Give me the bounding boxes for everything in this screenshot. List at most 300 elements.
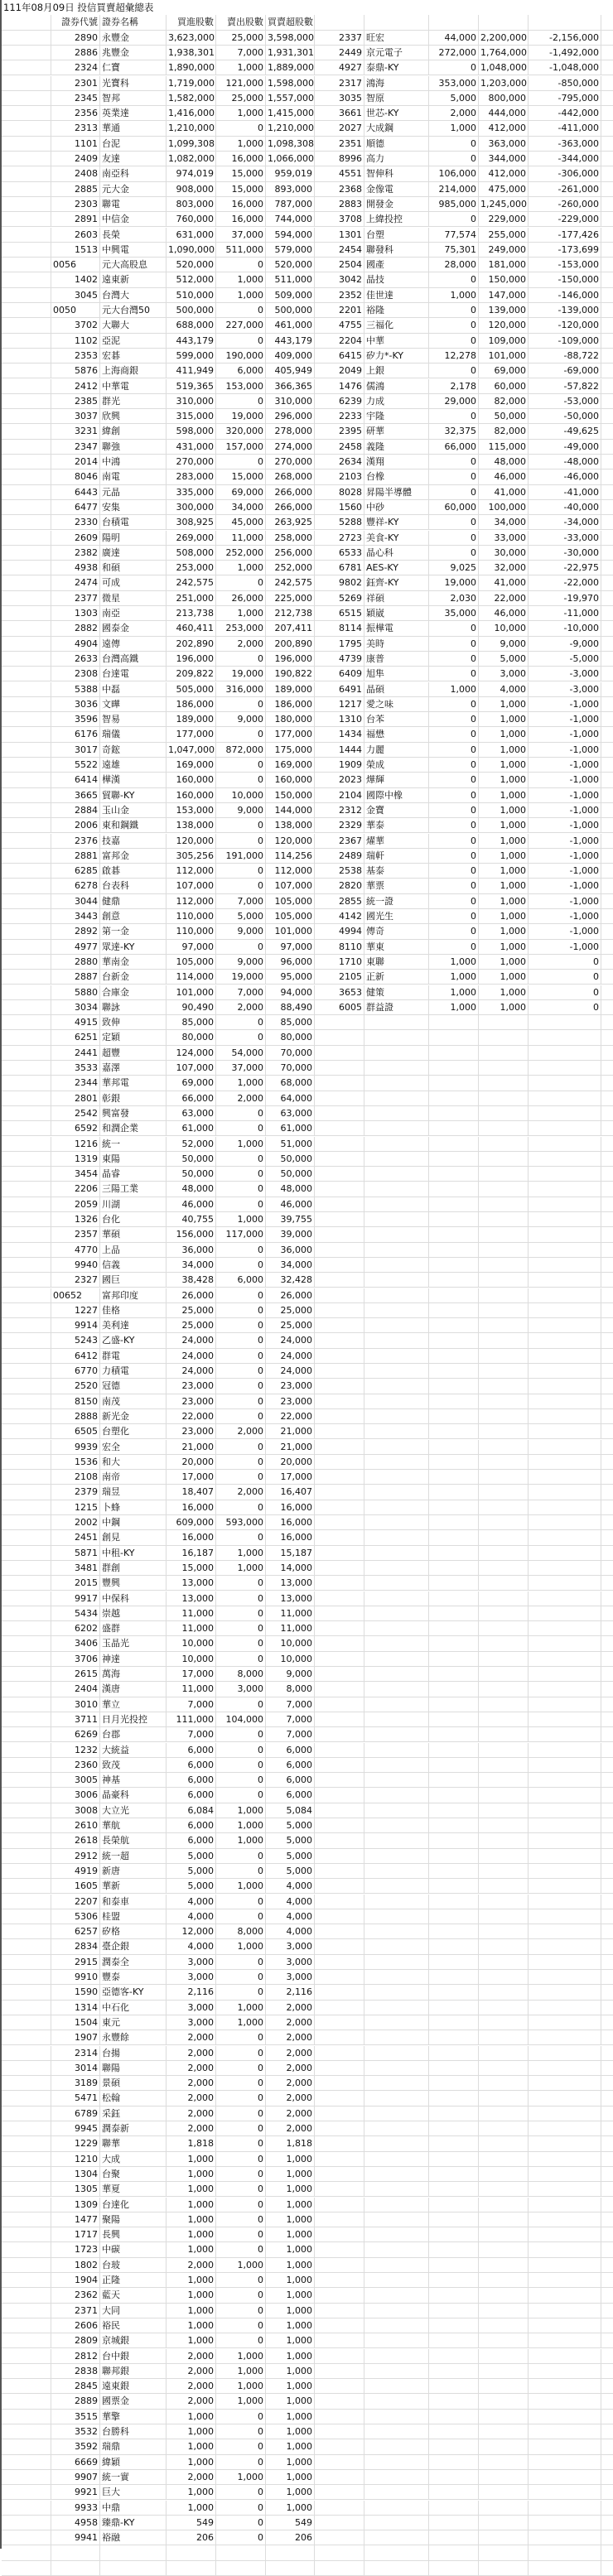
buy-shares-cell[interactable]: 549: [167, 2516, 216, 2530]
buy-name-cell[interactable]: 友達: [100, 152, 167, 166]
sell-side-sell-shares-cell[interactable]: 22,000: [479, 591, 529, 606]
empty-cell[interactable]: [315, 1137, 364, 1152]
empty-cell[interactable]: [429, 1137, 479, 1152]
empty-cell[interactable]: [601, 1091, 613, 1106]
sell-side-sell-shares-cell[interactable]: 1,000: [479, 879, 529, 893]
sell-shares-cell[interactable]: 2,000: [216, 1000, 266, 1015]
empty-cell[interactable]: [315, 2030, 364, 2045]
sell-side-buy-shares-cell[interactable]: 0: [429, 621, 479, 636]
buy-shares-cell[interactable]: 6,000: [167, 1833, 216, 1848]
empty-cell[interactable]: [315, 1379, 364, 1394]
empty-cell[interactable]: [529, 2455, 601, 2470]
empty-cell[interactable]: [315, 2076, 364, 2091]
buy-code-cell[interactable]: 6176: [51, 727, 100, 742]
buy-code-cell[interactable]: 2809: [51, 2333, 100, 2348]
empty-cell[interactable]: [601, 1500, 613, 1515]
empty-cell[interactable]: [429, 1682, 479, 1697]
sell-side-net-shares-cell[interactable]: 0: [529, 970, 601, 985]
net-shares-cell[interactable]: 1,210,000: [266, 121, 315, 136]
empty-cell[interactable]: [364, 1455, 429, 1470]
buy-name-cell[interactable]: 大立光: [100, 1803, 167, 1818]
buy-shares-cell[interactable]: 26,000: [167, 1288, 216, 1303]
sell-side-name-cell[interactable]: 華東: [364, 940, 429, 955]
empty-cell[interactable]: [429, 1758, 479, 1773]
empty-cell[interactable]: [529, 1364, 601, 1379]
empty-cell[interactable]: [315, 2242, 364, 2257]
row-header-cell[interactable]: [2, 849, 51, 864]
buy-shares-cell[interactable]: 11,000: [167, 1682, 216, 1697]
net-shares-cell[interactable]: 579,000: [266, 243, 315, 258]
empty-cell[interactable]: [601, 243, 613, 258]
buy-code-cell[interactable]: 2633: [51, 652, 100, 667]
buy-code-cell[interactable]: 6257: [51, 1924, 100, 1939]
empty-cell[interactable]: [479, 2258, 529, 2273]
sell-side-buy-shares-cell[interactable]: 5,000: [429, 91, 479, 106]
empty-cell[interactable]: [315, 1364, 364, 1379]
empty-cell[interactable]: [529, 2227, 601, 2242]
empty-cell[interactable]: [100, 2561, 167, 2576]
empty-cell[interactable]: [364, 1667, 429, 1682]
empty-cell[interactable]: [167, 2545, 216, 2560]
sell-side-code-cell[interactable]: 1476: [315, 379, 364, 394]
buy-shares-cell[interactable]: 598,000: [167, 424, 216, 439]
buy-name-cell[interactable]: 彰銀: [100, 1091, 167, 1106]
buy-shares-cell[interactable]: 85,000: [167, 1015, 216, 1030]
empty-cell[interactable]: [601, 288, 613, 303]
empty-cell[interactable]: [364, 2349, 429, 2364]
buy-shares-cell[interactable]: 80,000: [167, 1030, 216, 1045]
row-header-cell[interactable]: [2, 1167, 51, 1182]
net-shares-cell[interactable]: 1,000: [266, 2364, 315, 2379]
buy-code-cell[interactable]: 1232: [51, 1743, 100, 1758]
buy-name-cell[interactable]: 萬海: [100, 1667, 167, 1682]
net-shares-cell[interactable]: 2,000: [266, 2001, 315, 2015]
buy-shares-cell[interactable]: 1,000: [167, 2439, 216, 2454]
empty-cell[interactable]: [601, 394, 613, 409]
sell-side-net-shares-cell[interactable]: -11,000: [529, 606, 601, 621]
buy-code-cell[interactable]: 9907: [51, 2470, 100, 2485]
empty-cell[interactable]: [364, 1258, 429, 1273]
buy-shares-cell[interactable]: 13,000: [167, 1591, 216, 1606]
buy-name-cell[interactable]: 臻鼎-KY: [100, 2516, 167, 2530]
buy-shares-cell[interactable]: 18,407: [167, 1485, 216, 1500]
sell-shares-cell[interactable]: 0: [216, 1773, 266, 1788]
empty-cell[interactable]: [364, 1636, 429, 1651]
empty-cell[interactable]: [315, 1485, 364, 1500]
sell-side-code-cell[interactable]: 2329: [315, 818, 364, 833]
sell-side-name-cell[interactable]: 力麗: [364, 743, 429, 758]
empty-cell[interactable]: [601, 2530, 613, 2545]
empty-cell[interactable]: [429, 2318, 479, 2333]
buy-code-cell[interactable]: 1303: [51, 606, 100, 621]
sell-side-name-cell[interactable]: 義隆: [364, 440, 429, 455]
empty-cell[interactable]: [479, 2136, 529, 2151]
row-header-cell[interactable]: [2, 909, 51, 924]
empty-cell[interactable]: [315, 1409, 364, 1424]
buy-code-cell[interactable]: 3515: [51, 2410, 100, 2424]
row-header-cell[interactable]: [2, 121, 51, 136]
net-shares-cell[interactable]: 7,000: [266, 1697, 315, 1712]
empty-cell[interactable]: [601, 2227, 613, 2242]
empty-cell[interactable]: [429, 1818, 479, 1833]
sell-shares-cell[interactable]: 1,000: [216, 2001, 266, 2015]
empty-cell[interactable]: [601, 1243, 613, 1258]
empty-cell[interactable]: [479, 1273, 529, 1288]
empty-cell[interactable]: [479, 1682, 529, 1697]
sell-shares-cell[interactable]: 0: [216, 2121, 266, 2136]
row-header-cell[interactable]: [2, 152, 51, 166]
sell-side-name-cell[interactable]: AES-KY: [364, 561, 429, 575]
buy-name-cell[interactable]: 聯詠: [100, 1000, 167, 1015]
row-header-cell[interactable]: [2, 2364, 51, 2379]
sell-side-sell-shares-cell[interactable]: 150,000: [479, 272, 529, 287]
buy-code-cell[interactable]: 2912: [51, 1849, 100, 1864]
empty-cell[interactable]: [479, 1939, 529, 1954]
empty-cell[interactable]: [601, 15, 613, 30]
empty-cell[interactable]: [315, 2198, 364, 2212]
sell-side-sell-shares-cell[interactable]: 3,000: [479, 667, 529, 681]
buy-shares-cell[interactable]: 110,000: [167, 924, 216, 939]
net-shares-cell[interactable]: 200,890: [266, 637, 315, 652]
sell-shares-cell[interactable]: 0: [216, 2030, 266, 2045]
sell-shares-cell[interactable]: 10,000: [216, 788, 266, 803]
empty-cell[interactable]: [601, 424, 613, 439]
empty-cell[interactable]: [479, 2046, 529, 2061]
sell-shares-cell[interactable]: 26,000: [216, 591, 266, 606]
sell-shares-cell[interactable]: 25,000: [216, 31, 266, 46]
sell-shares-cell[interactable]: 1,000: [216, 2258, 266, 2273]
buy-name-cell[interactable]: 台泥: [100, 137, 167, 152]
buy-shares-cell[interactable]: 17,000: [167, 1667, 216, 1682]
sell-side-name-cell[interactable]: 上緯投控: [364, 212, 429, 227]
empty-cell[interactable]: [315, 1455, 364, 1470]
net-shares-cell[interactable]: 296,000: [266, 409, 315, 424]
net-shares-cell[interactable]: 105,000: [266, 894, 315, 909]
empty-cell[interactable]: [601, 834, 613, 849]
buy-shares-cell[interactable]: 50,000: [167, 1167, 216, 1182]
empty-cell[interactable]: [601, 879, 613, 893]
empty-cell[interactable]: [429, 2455, 479, 2470]
sell-shares-cell[interactable]: 0: [216, 1182, 266, 1197]
empty-cell[interactable]: [315, 1121, 364, 1136]
empty-cell[interactable]: [601, 2545, 613, 2560]
sell-side-name-cell[interactable]: 順德: [364, 137, 429, 152]
empty-cell[interactable]: [364, 1985, 429, 2000]
sell-side-name-cell[interactable]: 台苯: [364, 712, 429, 727]
sell-side-net-shares-cell[interactable]: -3,000: [529, 682, 601, 697]
buy-name-cell[interactable]: 台灣高鐵: [100, 652, 167, 667]
buy-code-cell[interactable]: 2812: [51, 2349, 100, 2364]
buy-name-cell[interactable]: 台中銀: [100, 2349, 167, 2364]
row-header-cell[interactable]: [2, 1409, 51, 1424]
net-shares-cell[interactable]: 594,000: [266, 228, 315, 243]
sell-side-code-cell[interactable]: 4927: [315, 60, 364, 75]
empty-cell[interactable]: [529, 1288, 601, 1303]
empty-cell[interactable]: [479, 2410, 529, 2424]
empty-cell[interactable]: [364, 1243, 429, 1258]
empty-cell[interactable]: [601, 2001, 613, 2015]
sell-shares-cell[interactable]: 9,000: [216, 712, 266, 727]
empty-cell[interactable]: [364, 1712, 429, 1727]
net-shares-cell[interactable]: 68,000: [266, 1076, 315, 1091]
row-header-cell[interactable]: [2, 409, 51, 424]
empty-cell[interactable]: [429, 1167, 479, 1182]
empty-cell[interactable]: [601, 2273, 613, 2288]
buy-shares-cell[interactable]: 3,000: [167, 2001, 216, 2015]
sell-shares-cell[interactable]: 0: [216, 1364, 266, 1379]
empty-cell[interactable]: [315, 1727, 364, 1742]
net-shares-cell[interactable]: 500,000: [266, 303, 315, 318]
sell-side-buy-shares-cell[interactable]: 0: [429, 909, 479, 924]
net-shares-cell[interactable]: 274,000: [266, 440, 315, 455]
empty-cell[interactable]: [601, 985, 613, 1000]
row-header-cell[interactable]: [2, 2030, 51, 2045]
buy-name-cell[interactable]: 臺企銀: [100, 1939, 167, 1954]
sell-side-buy-shares-cell[interactable]: 0: [429, 788, 479, 803]
sell-side-name-cell[interactable]: 基泰: [364, 864, 429, 879]
row-header-cell[interactable]: [2, 1227, 51, 1242]
buy-code-cell[interactable]: 5471: [51, 2091, 100, 2106]
empty-cell[interactable]: [479, 2288, 529, 2303]
empty-cell[interactable]: [479, 1424, 529, 1439]
buy-shares-cell[interactable]: 2,000: [167, 2121, 216, 2136]
empty-cell[interactable]: [429, 1182, 479, 1197]
empty-cell[interactable]: [429, 1440, 479, 1455]
row-header-cell[interactable]: [2, 2304, 51, 2318]
row-header-cell[interactable]: [2, 258, 51, 272]
sell-side-sell-shares-cell[interactable]: 1,000: [479, 773, 529, 787]
buy-name-cell[interactable]: 乙盛-KY: [100, 1333, 167, 1348]
sell-shares-cell[interactable]: 0: [216, 864, 266, 879]
empty-cell[interactable]: [429, 2136, 479, 2151]
buy-code-cell[interactable]: 2301: [51, 76, 100, 91]
empty-cell[interactable]: [364, 1288, 429, 1303]
sell-side-net-shares-cell[interactable]: -3,000: [529, 667, 601, 681]
sell-shares-cell[interactable]: 252,000: [216, 546, 266, 561]
empty-cell[interactable]: [479, 1258, 529, 1273]
row-header-cell[interactable]: [2, 46, 51, 60]
buy-name-cell[interactable]: 南茂: [100, 1394, 167, 1409]
sell-shares-cell[interactable]: 5,000: [216, 909, 266, 924]
sell-side-code-cell[interactable]: 2233: [315, 409, 364, 424]
empty-cell[interactable]: [529, 2439, 601, 2454]
empty-cell[interactable]: [601, 152, 613, 166]
buy-name-cell[interactable]: 和泰車: [100, 1895, 167, 1909]
buy-shares-cell[interactable]: 189,000: [167, 712, 216, 727]
empty-cell[interactable]: [429, 1273, 479, 1288]
buy-name-cell[interactable]: 盛群: [100, 1621, 167, 1636]
sell-shares-cell[interactable]: 191,000: [216, 849, 266, 864]
empty-cell[interactable]: [315, 1061, 364, 1076]
empty-cell[interactable]: [479, 2439, 529, 2454]
sell-side-buy-shares-cell[interactable]: 0: [429, 712, 479, 727]
buy-name-cell[interactable]: 南亞科: [100, 166, 167, 181]
buy-code-cell[interactable]: 2015: [51, 1576, 100, 1591]
net-shares-cell[interactable]: 70,000: [266, 1046, 315, 1061]
sell-shares-cell[interactable]: 6,000: [216, 364, 266, 378]
sell-side-name-cell[interactable]: 台塑: [364, 228, 429, 243]
buy-code-cell[interactable]: 5434: [51, 1606, 100, 1621]
sell-side-code-cell[interactable]: 2454: [315, 243, 364, 258]
row-header-cell[interactable]: [2, 1288, 51, 1303]
empty-cell[interactable]: [315, 1895, 364, 1909]
empty-cell[interactable]: [529, 1515, 601, 1530]
buy-shares-cell[interactable]: 2,000: [167, 2076, 216, 2091]
sell-shares-cell[interactable]: 0: [216, 2136, 266, 2151]
net-shares-cell[interactable]: 177,000: [266, 727, 315, 742]
buy-name-cell[interactable]: 欣興: [100, 409, 167, 424]
row-header-cell[interactable]: [2, 1591, 51, 1606]
empty-cell[interactable]: [529, 1015, 601, 1030]
buy-name-cell[interactable]: 神達: [100, 1652, 167, 1667]
sell-shares-cell[interactable]: 121,000: [216, 76, 266, 91]
empty-cell[interactable]: [601, 849, 613, 864]
empty-cell[interactable]: [601, 2198, 613, 2212]
buy-name-cell[interactable]: 華航: [100, 1818, 167, 1833]
sell-side-net-shares-cell[interactable]: -1,000: [529, 727, 601, 742]
buy-code-cell[interactable]: 2915: [51, 1955, 100, 1970]
sell-shares-cell[interactable]: 0: [216, 1333, 266, 1348]
buy-name-cell[interactable]: 安集: [100, 500, 167, 515]
empty-cell[interactable]: [479, 1364, 529, 1379]
net-shares-cell[interactable]: 24,000: [266, 1349, 315, 1364]
empty-cell[interactable]: [529, 1409, 601, 1424]
sell-side-code-cell[interactable]: 4755: [315, 318, 364, 333]
empty-cell[interactable]: [601, 2076, 613, 2091]
empty-cell[interactable]: [429, 1591, 479, 1606]
empty-cell[interactable]: [429, 1636, 479, 1651]
empty-cell[interactable]: [529, 2394, 601, 2409]
sell-side-code-cell[interactable]: 2351: [315, 137, 364, 152]
row-header-cell[interactable]: [2, 182, 51, 197]
sell-side-buy-shares-cell[interactable]: 214,000: [429, 182, 479, 197]
empty-cell[interactable]: [315, 1788, 364, 1803]
sell-side-buy-shares-cell[interactable]: 1,000: [429, 682, 479, 697]
empty-cell[interactable]: [479, 1243, 529, 1258]
sell-side-buy-shares-cell[interactable]: 0: [429, 137, 479, 152]
buy-code-cell[interactable]: 9945: [51, 2121, 100, 2136]
buy-shares-cell[interactable]: 25,000: [167, 1303, 216, 1318]
net-shares-cell[interactable]: 1,000: [266, 2304, 315, 2318]
sell-side-code-cell[interactable]: 2634: [315, 455, 364, 469]
empty-cell[interactable]: [364, 2198, 429, 2212]
sell-side-sell-shares-cell[interactable]: 120,000: [479, 318, 529, 333]
row-header-cell[interactable]: [2, 2439, 51, 2454]
empty-cell[interactable]: [601, 788, 613, 803]
sell-side-sell-shares-cell[interactable]: 9,000: [479, 637, 529, 652]
sell-side-net-shares-cell[interactable]: -1,000: [529, 758, 601, 773]
sell-side-sell-shares-cell[interactable]: 30,000: [479, 546, 529, 561]
empty-cell[interactable]: [429, 1030, 479, 1045]
buy-name-cell[interactable]: 台達化: [100, 2198, 167, 2212]
buy-name-cell[interactable]: 上海商銀: [100, 364, 167, 378]
empty-cell[interactable]: [601, 803, 613, 818]
buy-code-cell[interactable]: 8150: [51, 1394, 100, 1409]
sell-side-net-shares-cell[interactable]: -22,975: [529, 561, 601, 575]
empty-cell[interactable]: [315, 1303, 364, 1318]
sell-side-code-cell[interactable]: 2204: [315, 334, 364, 349]
empty-cell[interactable]: [601, 955, 613, 970]
sell-side-code-cell[interactable]: 2352: [315, 288, 364, 303]
sell-shares-cell[interactable]: 1,000: [216, 1879, 266, 1894]
empty-cell[interactable]: [364, 2167, 429, 2182]
empty-cell[interactable]: [315, 1849, 364, 1864]
sell-side-sell-shares-cell[interactable]: 41,000: [479, 485, 529, 500]
empty-cell[interactable]: [529, 1636, 601, 1651]
empty-cell[interactable]: [479, 2121, 529, 2136]
empty-cell[interactable]: [601, 818, 613, 833]
buy-code-cell[interactable]: 2059: [51, 1197, 100, 1212]
buy-shares-cell[interactable]: 310,000: [167, 394, 216, 409]
net-shares-cell[interactable]: 32,428: [266, 1273, 315, 1288]
empty-cell[interactable]: [601, 1697, 613, 1712]
empty-cell[interactable]: [315, 2394, 364, 2409]
net-shares-cell[interactable]: 25,000: [266, 1303, 315, 1318]
empty-cell[interactable]: [429, 2304, 479, 2318]
empty-cell[interactable]: [479, 1061, 529, 1076]
buy-code-cell[interactable]: 4958: [51, 2516, 100, 2530]
sell-shares-cell[interactable]: 0: [216, 1606, 266, 1621]
buy-shares-cell[interactable]: 69,000: [167, 1076, 216, 1091]
buy-code-cell[interactable]: 2206: [51, 1182, 100, 1197]
empty-cell[interactable]: [529, 1258, 601, 1273]
empty-cell[interactable]: [529, 1530, 601, 1545]
buy-name-cell[interactable]: 貿聯-KY: [100, 788, 167, 803]
empty-cell[interactable]: [479, 2516, 529, 2530]
empty-cell[interactable]: [601, 272, 613, 287]
net-shares-cell[interactable]: 1,000: [266, 2470, 315, 2485]
sell-side-net-shares-cell[interactable]: -150,000: [529, 272, 601, 287]
buy-shares-cell[interactable]: 4,000: [167, 1939, 216, 1954]
empty-cell[interactable]: [364, 1424, 429, 1439]
buy-code-cell[interactable]: 3189: [51, 2076, 100, 2091]
net-shares-cell[interactable]: 96,000: [266, 955, 315, 970]
empty-cell[interactable]: [266, 2561, 315, 2576]
row-header-cell[interactable]: [2, 1061, 51, 1076]
empty-cell[interactable]: [601, 1712, 613, 1727]
net-shares-cell[interactable]: 2,000: [266, 2046, 315, 2061]
buy-shares-cell[interactable]: 1,000: [167, 2182, 216, 2197]
net-shares-cell[interactable]: 1,000: [266, 2273, 315, 2288]
empty-cell[interactable]: [364, 1015, 429, 1030]
row-header-cell[interactable]: [2, 1621, 51, 1636]
sell-side-buy-shares-cell[interactable]: 353,000: [429, 76, 479, 91]
empty-cell[interactable]: [529, 2030, 601, 2045]
buy-shares-cell[interactable]: 335,000: [167, 485, 216, 500]
net-shares-cell[interactable]: 1,000: [266, 2485, 315, 2500]
empty-cell[interactable]: [601, 1288, 613, 1303]
empty-cell[interactable]: [315, 2304, 364, 2318]
buy-shares-cell[interactable]: 153,000: [167, 803, 216, 818]
sell-side-sell-shares-cell[interactable]: 1,000: [479, 970, 529, 985]
sell-shares-cell[interactable]: 1,000: [216, 2015, 266, 2030]
sell-shares-cell[interactable]: 316,000: [216, 682, 266, 697]
row-header-cell[interactable]: [2, 1818, 51, 1833]
row-header-cell[interactable]: [2, 2091, 51, 2106]
sell-shares-cell[interactable]: 1,000: [216, 561, 266, 575]
buy-name-cell[interactable]: 元大高股息: [100, 258, 167, 272]
buy-name-cell[interactable]: 豐興: [100, 1576, 167, 1591]
empty-cell[interactable]: [479, 2076, 529, 2091]
sell-shares-cell[interactable]: 2,000: [216, 1424, 266, 1439]
sell-shares-cell[interactable]: 0: [216, 652, 266, 667]
net-shares-cell[interactable]: 39,000: [266, 1227, 315, 1242]
empty-cell[interactable]: [364, 1818, 429, 1833]
sell-shares-cell[interactable]: 16,000: [216, 212, 266, 227]
empty-cell[interactable]: [479, 1576, 529, 1591]
empty-cell[interactable]: [315, 1773, 364, 1788]
empty-cell[interactable]: [429, 1243, 479, 1258]
